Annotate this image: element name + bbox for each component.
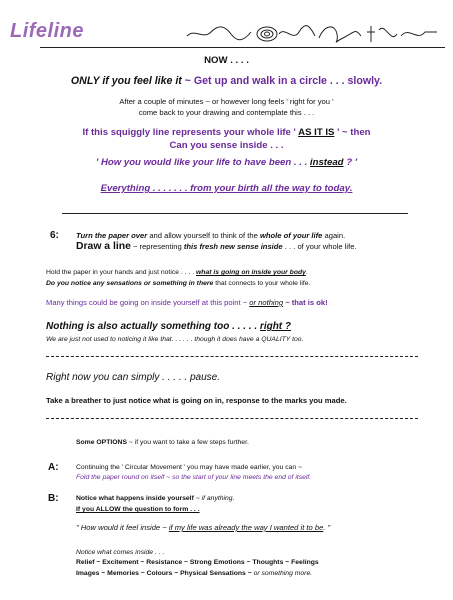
step-6-line-2: Draw a line ~ representing this fresh new sense inside . . . of your whole life. — [76, 241, 357, 252]
intro-line-5: Can you sense inside . . . — [169, 140, 284, 151]
option-b-label: B: — [48, 493, 59, 504]
option-b-line-3: " How would it feel inside ~ if my life was already the way I wanted it to be. " — [76, 523, 331, 532]
intro-line-6: ' How you would like your life to have been . . . instead ? ' — [96, 157, 357, 168]
option-a-line-2: Fold the paper round on itself ~ so the start of your line meets the end of itself. — [76, 474, 312, 481]
squiggle-drawing — [185, 18, 445, 48]
step-6-line-1: Turn the paper over and allow yourself to think of the whole of your life again. — [76, 231, 346, 240]
option-a-label: A: — [48, 462, 59, 473]
step-6-line-4: Do you notice any sensations or something in there that connects to your whole life. — [46, 280, 311, 287]
intro-line-1: ONLY if you feel like it ~ Get up and walk in a circle . . . slowly. — [70, 75, 383, 87]
option-a-line-1: Continuing the ' Circular Movement ' you may have made earlier, you can ~ — [76, 464, 303, 471]
step-6-line-7: We are just not used to noticing it like that. . . . . . though it does have a QUALITY too. — [46, 336, 304, 343]
step-6-number: 6: — [50, 230, 59, 241]
now-heading: NOW . . . . — [204, 55, 249, 66]
page-title: Lifeline — [10, 20, 85, 42]
option-b-line-5: Relief ~ Excitement ~ Resistance ~ Strong Emotions ~ Thoughts ~ Feelings — [76, 559, 319, 566]
intro-line-3: come back to your drawing and contemplate this . . . — [138, 108, 315, 117]
option-b-line-2: If you ALLOW the question to form . . . — [76, 506, 200, 513]
step-6-line-3: Hold the paper in your hands and just notice . . . . what is going on inside your body. — [46, 269, 308, 276]
step-6-line-6: Nothing is also actually something too . . . . . right ? — [46, 321, 292, 332]
option-b-line-1: Notice what happens inside yourself ~ if anything. — [76, 495, 235, 502]
pause-line-1: Right now you can simply . . . . . pause. — [46, 372, 220, 383]
intro-line-7: Everything . . . . . . . from your birth all the way to today. — [100, 183, 353, 194]
intro-line-4: If this squiggly line represents your whole life ' AS IT IS ' ~ then — [82, 127, 371, 138]
option-b-line-4: Notice what comes inside . . . — [76, 549, 165, 556]
intro-line-2: After a couple of minutes ~ or however long feels ' right for you ' — [119, 97, 334, 106]
step-6-line-5: Many things could be going on inside yourself at this point ~ or nothing ~ that is ok! — [46, 298, 328, 307]
options-heading: Some OPTIONS ~ if you want to take a few steps further. — [76, 439, 249, 446]
pause-line-2: Take a breather to just notice what is going on in, response to the marks you made. — [46, 396, 347, 405]
option-b-line-6: Images ~ Memories ~ Colours ~ Physical Sensations ~ or something more. — [76, 570, 313, 577]
